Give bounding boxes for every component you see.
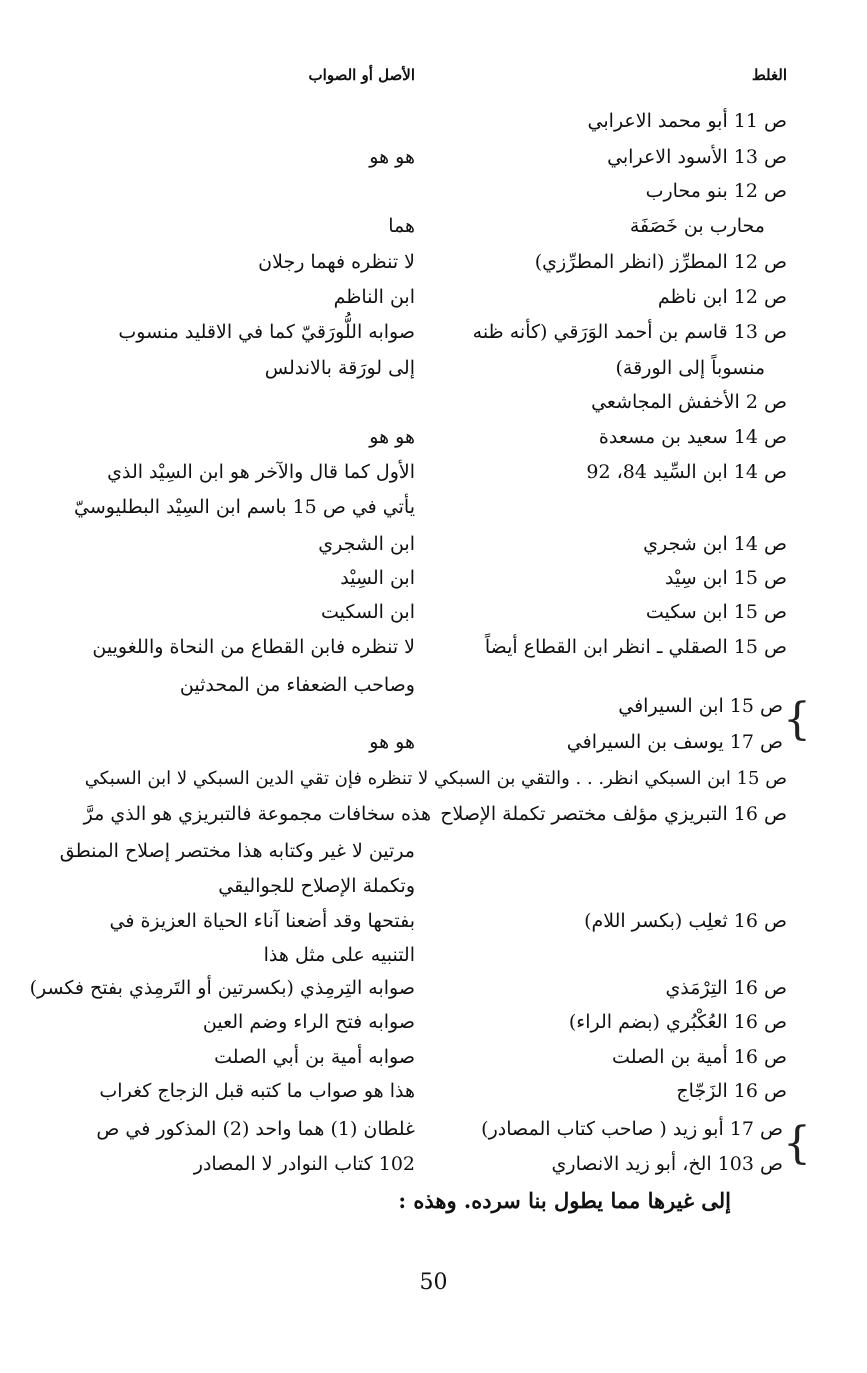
error-cell: ص 16 الزَجّاج: [676, 1080, 787, 1102]
error-cell: ص 15 ابن السيرافي: [618, 695, 783, 717]
table-row: [0, 833, 867, 869]
page-number: 50: [419, 1270, 448, 1295]
closing-sentence: إلى غيرها مما يطول بنا سرده. وهذه :: [398, 1188, 731, 1213]
table-row: [0, 1111, 867, 1147]
correction-cell: وتكملة الإصلاح للجواليقي: [218, 875, 415, 897]
table-row: [0, 489, 867, 525]
correction-cell: صوابه التِرمِذي (بكسرتين أو التَرمِذي بفتح فكسر): [29, 977, 415, 999]
table-row: [0, 560, 867, 596]
correction-cell: غلطان (1) هما واحد (2) المذكور في ص: [96, 1118, 415, 1140]
error-cell: ص 12 بنو محارب: [645, 180, 787, 202]
curly-brace-icon: {: [783, 694, 811, 745]
table-row: [0, 688, 867, 724]
table-row: [0, 350, 867, 386]
table-row: [0, 279, 867, 315]
correction-cell: يأتي في ص 15 باسم ابن السِيْد البطليوسيّ: [74, 496, 415, 518]
table-row: [0, 1039, 867, 1075]
correction-cell: هما: [388, 215, 415, 237]
error-cell: ص 16 ثعلِب (بكسر اللام): [584, 910, 787, 932]
error-cell: ص 2 الأخفش المجاشعي: [591, 391, 787, 413]
error-cell: ص 11 أبو محمد الاعرابي: [587, 110, 787, 132]
correction-cell: هو هو: [369, 426, 415, 448]
error-cell: ص 16 التبريزي مؤلف مختصر تكملة الإصلاح: [440, 803, 787, 825]
error-cell: منسوباً إلى الورقة): [615, 357, 765, 379]
table-row: [0, 139, 867, 175]
error-cell: ص 15 ابن السبكي انظر. . . والتقي بن السبكي لا تنظره فإن تقي الدين السبكي لا ابن السبكي: [84, 768, 787, 789]
error-cell: ص 12 المطرِّز (انظر المطرِّزي): [534, 251, 787, 273]
table-row: [0, 384, 867, 420]
error-cell: ص 15 ابن سِيْد: [665, 567, 787, 589]
error-cell: ص 14 سعيد بن مسعدة: [598, 426, 787, 448]
table-row: [0, 173, 867, 209]
correction-cell: وصاحب الضعفاء من المحدثين: [179, 674, 415, 696]
error-cell: ص 15 الصقلي ـ انظر ابن القطاع أيضاً: [484, 636, 787, 658]
curly-brace-icon: {: [783, 1118, 811, 1169]
table-row: [0, 937, 867, 973]
correction-cell: صوابه أمية بن أبي الصلت: [214, 1046, 415, 1068]
table-row: [0, 526, 867, 562]
table-row: [0, 314, 867, 350]
correction-cell: الأول كما قال والآخر هو ابن السِيْد الذي: [107, 461, 415, 483]
correction-cell: لا تنظره فهما رجلان: [258, 251, 415, 273]
correction-cell: إلى لورَقة بالاندلس: [264, 357, 415, 379]
table-row: [0, 761, 867, 797]
error-cell: ص 12 ابن ناظم: [657, 286, 787, 308]
error-cell: ص 16 التِرْمَذي: [665, 977, 787, 999]
header-correct: الأصل أو الصواب: [308, 66, 415, 84]
correction-cell: 102 كتاب النوادر لا المصادر: [193, 1153, 415, 1175]
correction-cell: ابن السِيْد: [340, 567, 415, 589]
table-row: [0, 970, 867, 1006]
table-row: [0, 796, 867, 832]
correction-cell: هذا هو صواب ما كتبه قبل الزجاج كغراب: [99, 1080, 415, 1102]
error-cell: محارب بن خَصَفَة: [629, 215, 765, 237]
table-row: [0, 868, 867, 904]
correction-cell: ابن الناظم: [333, 286, 415, 308]
table-row: [0, 1073, 867, 1109]
table-row: [0, 903, 867, 939]
error-cell: ص 13 الأسود الاعرابي: [607, 146, 787, 168]
correction-cell: ابن الشجري: [318, 533, 415, 555]
error-cell: ص 17 أبو زيد ( صاحب كتاب المصادر): [481, 1118, 783, 1140]
table-row: [0, 1146, 867, 1182]
error-cell: ص 14 ابن شجري: [643, 533, 787, 555]
table-row: [0, 454, 867, 490]
header-error: الغلط: [751, 66, 787, 84]
error-cell: ص 16 أمية بن الصلت: [612, 1046, 787, 1068]
error-cell: ص 17 يوسف بن السيرافي: [566, 731, 783, 753]
correction-cell: ابن السكيت: [321, 601, 415, 623]
correction-cell: التنبيه على مثل هذا: [263, 944, 415, 966]
table-row: [0, 419, 867, 455]
correction-cell: لا تنظره فابن القطاع من النحاة واللغويين: [92, 636, 415, 658]
error-cell: ص 14 ابن السِّيد 84، 92: [586, 461, 787, 483]
table-row: [0, 244, 867, 280]
correction-cell: هو هو: [369, 731, 415, 753]
table-row: [0, 1004, 867, 1040]
error-cell: ص 103 الخ، أبو زيد الانصاري: [551, 1153, 783, 1175]
correction-cell: مرتين لا غير وكتابه هذا مختصر إصلاح المنطق: [59, 840, 415, 862]
error-cell: ص 15 ابن سكيت: [645, 601, 787, 623]
error-cell: ص 13 قاسم بن أحمد الوَرَقي (كأنه ظنه: [472, 321, 787, 343]
correction-cell: هو هو: [369, 146, 415, 168]
table-row: [0, 594, 867, 630]
error-cell: ص 16 العُكْبُري (بضم الراء): [568, 1011, 787, 1033]
table-row: [0, 724, 867, 760]
correction-cell: صوابه اللُّورَقيّ كما في الاقليد منسوب: [118, 321, 415, 343]
correction-cell: هذه سخافات مجموعة فالتبريزي هو الذي مرَّ: [83, 803, 431, 825]
table-row: [0, 208, 867, 244]
table-row: [0, 629, 867, 665]
correction-cell: بفتحها وقد أضعنا آناء الحياة العزيزة في: [109, 910, 415, 932]
correction-cell: صوابه فتح الراء وضم العين: [202, 1011, 415, 1033]
table-row: [0, 103, 867, 139]
